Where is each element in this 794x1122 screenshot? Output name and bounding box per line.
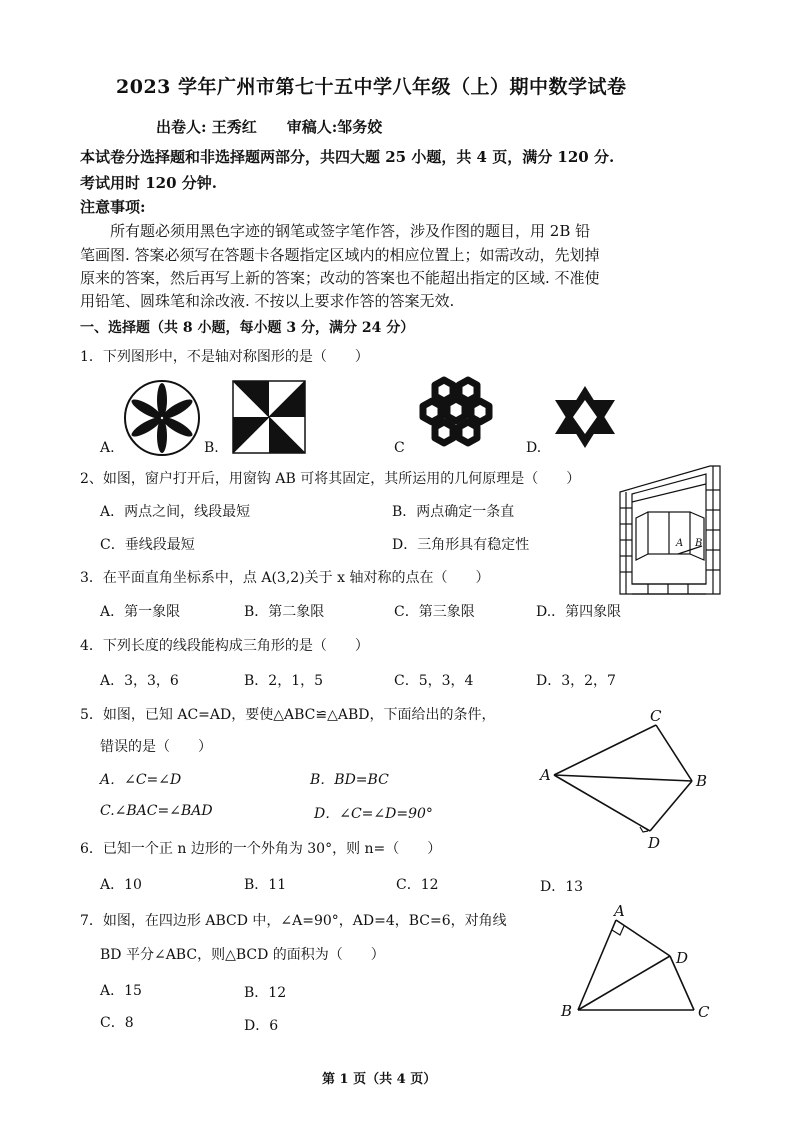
q4-stem: 4．下列长度的线段能构成三角形的是（ ） [80,638,369,654]
q7-figure-label-b: B [561,1002,573,1020]
q5-figure-label-a: A [540,766,551,784]
authors-line: 出卷人: 王秀红 审稿人:邹务姣 [156,118,383,136]
q5-option-b: B．BD=BC [310,772,389,788]
q4-option-a: A．3，3，6 [100,673,179,689]
q6-option-b: B．11 [244,877,287,893]
q6-option-d: D．13 [540,879,584,895]
q2-window-figure [618,462,722,596]
page-title: 2023 学年广州市第七十五中学八年级（上）期中数学试卷 [116,76,627,98]
q6-option-a: A．10 [100,877,142,893]
q1-figure-b-pinwheel [232,380,306,454]
page-number-footer: 第 1 页（共 4 页） [322,1072,437,1087]
q4-option-d: D．3，2，7 [536,673,616,689]
notes-line-2: 笔画图. 答案必须写在答题卡各题指定区域内的相应位置上；如需改动，先划掉 [80,246,600,264]
q5-option-a: A．∠C=∠D [100,772,182,788]
q1-label-b: B. [204,440,219,456]
q1-figure-c-hexagons [414,374,498,450]
q7-figure-label-a: A [614,902,625,920]
q2-option-a: A．两点之间，线段最短 [100,504,251,520]
q2-option-d: D．三角形具有稳定性 [392,537,530,553]
q3-option-a: A．第一象限 [100,604,181,620]
q2-option-b: B．两点确定一条直 [392,504,515,520]
q2-figure-label-a: A [676,538,684,549]
q7-figure-label-d: D [676,949,689,967]
q6-option-c: C．12 [396,877,439,893]
q5-stem-line-1: 5．如图，已知 AC=AD，要使△ABC≌△ABD，下面给出的条件， [80,707,496,723]
q1-stem: 1．下列图形中，不是轴对称图形的是（ ） [80,349,369,365]
q7-figure-label-c: C [698,1003,710,1021]
notes-line-1: 所有题必须用黑色字迹的钢笔或签字笔作答，涉及作图的题目，用 2B 铅 [110,222,591,240]
q4-option-c: C．5，3，4 [394,673,474,689]
notes-heading: 注意事项: [80,198,146,216]
q5-figure-label-b: B [696,772,708,790]
q7-option-a: A．15 [100,983,142,999]
q5-figure-label-d: D [648,834,661,852]
q7-option-d: D．6 [244,1018,279,1034]
intro-line-2: 考试用时 120 分钟. [80,174,217,192]
q1-label-c: C [394,440,405,456]
q1-label-a: A. [100,440,115,456]
section-1-heading: 一、选择题（共 8 小题，每小题 3 分，满分 24 分） [80,320,415,336]
q1-figure-d-star [550,384,620,450]
q5-stem-line-2: 错误的是（ ） [100,739,212,755]
q5-option-d: D．∠C=∠D=90° [314,806,433,822]
notes-line-3: 原来的答案，然后再写上新的答案；改动的答案也不能超出指定的区域. 不准使 [80,269,600,287]
q3-stem: 3．在平面直角坐标系中，点 A(3,2)关于 x 轴对称的点在（ ） [80,570,490,586]
q7-stem-line-2: BD 平分∠ABC，则△BCD 的面积为（ ） [100,947,385,963]
q7-option-c: C．8 [100,1015,134,1031]
q7-option-b: B．12 [244,985,287,1001]
q3-option-c: C．第三象限 [394,604,475,620]
q2-figure-label-b: B [695,538,703,549]
q4-option-b: B．2，1，5 [244,673,324,689]
q3-option-b: B．第二象限 [244,604,325,620]
q1-figure-a-flower [122,378,202,458]
q5-figure-label-c: C [650,707,662,725]
q1-label-d: D. [526,440,542,456]
intro-line-1: 本试卷分选择题和非选择题两部分，共四大题 25 小题，共 4 页，满分 120 分. [80,148,615,166]
q2-option-c: C．垂线段最短 [100,537,195,553]
q7-stem-line-1: 7．如图，在四边形 ABCD 中，∠A=90°，AD=4，BC=6，对角线 [80,913,507,929]
q5-quadrilateral-figure [540,705,710,843]
notes-line-4: 用铅笔、圆珠笔和涂改液. 不按以上要求作答的答案无效. [80,292,455,310]
q2-stem: 2、如图，窗户打开后，用窗钩 AB 可将其固定，其所运用的几何原理是（ ） [80,471,581,487]
q5-option-c: C.∠BAC=∠BAD [100,803,213,819]
q6-stem: 6．已知一个正 n 边形的一个外角为 30°，则 n=（ ） [80,841,442,857]
q3-option-d: D.．第四象限 [536,604,622,620]
